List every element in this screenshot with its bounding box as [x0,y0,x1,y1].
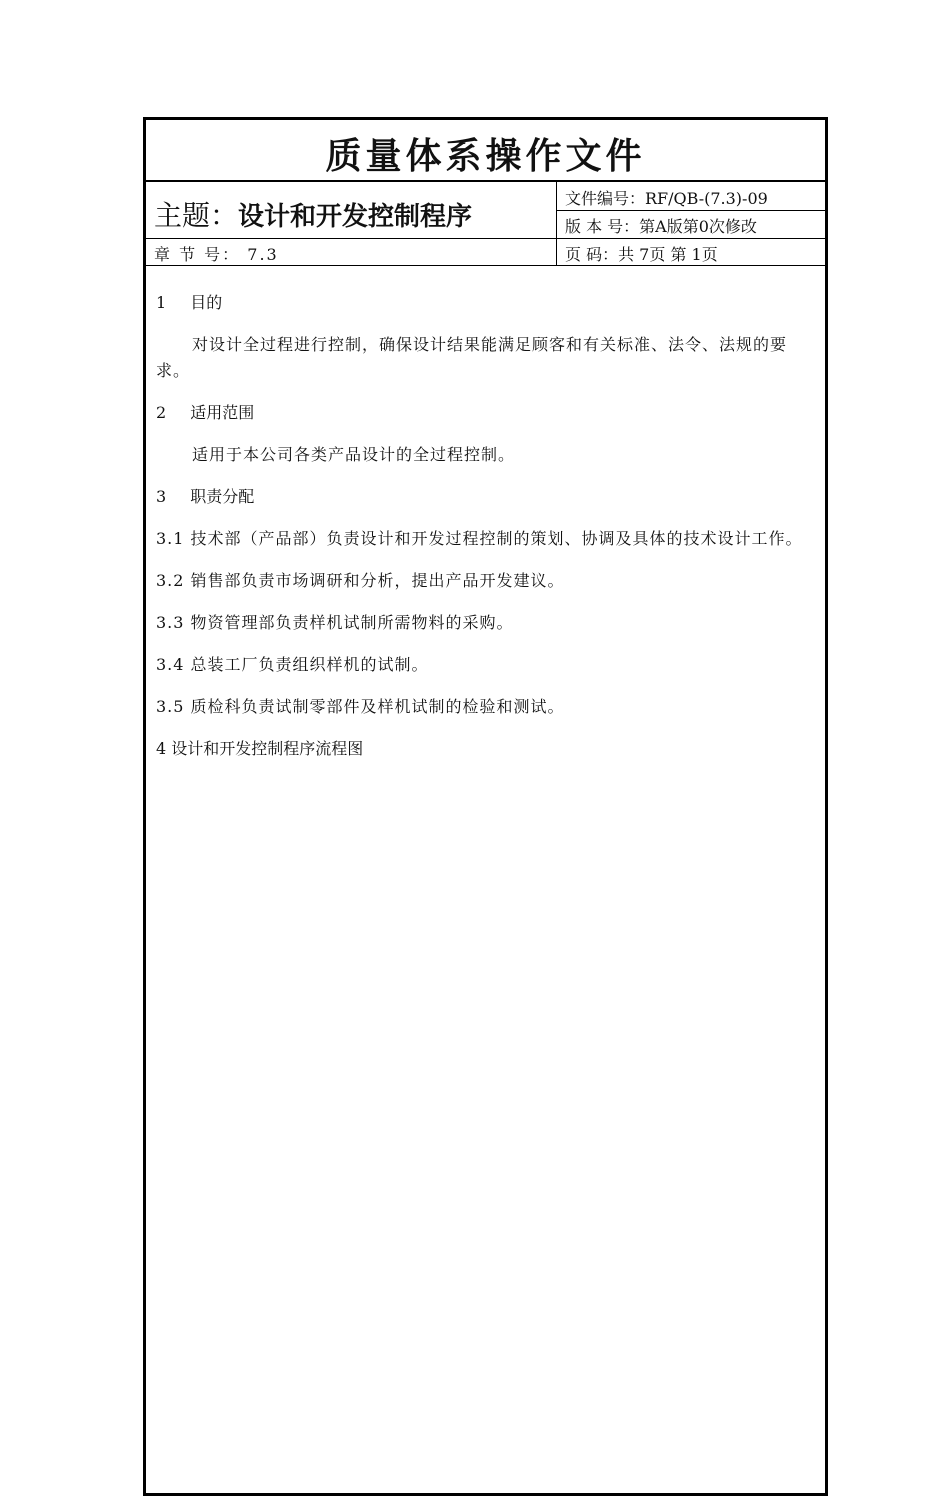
section-title: 设计和开发控制程序流程图 [171,739,364,758]
document-body [156,290,816,778]
purpose-paragraph: 对设计全过程进行控制，确保设计结果能满足顾客和有关标准、法令、法规的要求。 [156,335,788,380]
subject-text: 设计和开发控制程序 [238,202,473,232]
meta-divider [557,210,826,211]
responsibility-item: 3.4 总装工厂负责组织样机的试制。 [156,655,429,674]
responsibility-item: 3.2 销售部负责市场调研和分析，提出产品开发建议。 [156,571,565,590]
section-number: 4 [156,739,167,758]
section-number: 1 [156,293,167,312]
responsibility-item: 3.3 物资管理部负责样机试制所需物料的采购。 [156,613,514,632]
responsibility-item: 3.5 质检科负责试制零部件及样机试制的检验和测试。 [156,697,565,716]
version-number: 版 本 号：第A版第0次修改 [565,217,757,236]
section-heading [156,736,816,762]
responsibility-item: 3.1 技术部（产品部）负责设计和开发过程控制的策划、协调及具体的技术设计工作。 [156,529,803,548]
page-cell [556,239,826,265]
document-frame [143,117,828,1496]
document-title: 质量体系操作文件 [325,135,646,177]
section-heading [156,400,816,426]
subject [154,194,472,234]
section-title: 职责分配 [190,487,255,506]
section-title: 目的 [190,293,223,312]
section-number: 2 [156,403,167,422]
section-number: 3 [156,487,167,506]
subject-row [146,182,825,239]
chapter-number: 章 节 号： 7.3 [154,245,279,264]
page-number: 页 码：共 7页 第 1页 [565,245,718,264]
file-number: 文件编号：RF/QB-(7.3)-09 [565,189,768,208]
section-title: 适用范围 [190,403,255,422]
meta-column [556,182,826,238]
subject-prefix: 主题： [154,199,239,232]
section-heading [156,290,816,316]
title-row [146,120,825,182]
scope-paragraph: 适用于本公司各类产品设计的全过程控制。 [192,445,516,464]
section-heading [156,484,816,510]
chapter-row [146,239,825,266]
